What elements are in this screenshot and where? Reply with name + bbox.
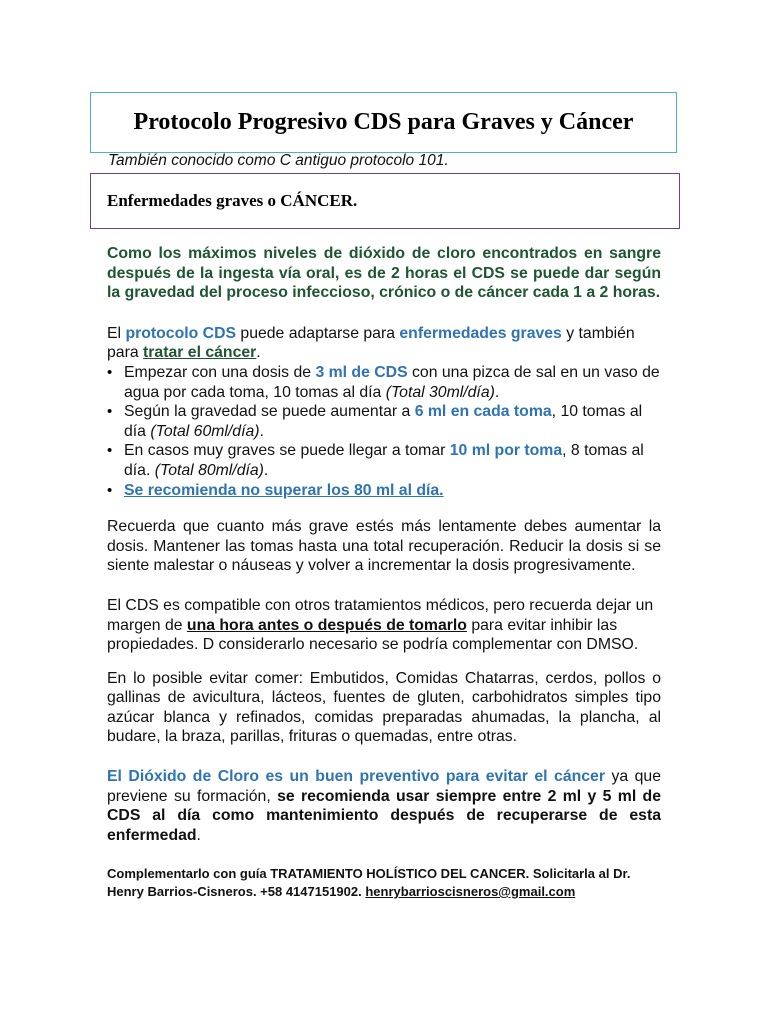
section-title: Enfermedades graves o CÁNCER. [107,191,358,210]
text: El CDS es compatible con otros tratamientos médicos, pero recuerda dejar un margen de [107,596,654,634]
protocol-paragraph [107,324,661,363]
text: puede adaptarse para [236,324,400,342]
prevention-paragraph [107,767,661,845]
text: ya que previene su formación, [107,768,661,805]
email-link[interactable]: henrybarrioscisneros@gmail.com [365,883,576,899]
dose-highlight: 10 ml por toma [449,442,563,460]
bullet-icon: • [107,363,113,381]
text: . [196,826,201,844]
text: . [259,422,264,440]
timing-highlight: una hora antes o después de tomarlo [186,616,467,634]
document-title: Protocolo Progresivo CDS para Graves y Cáncer [133,109,634,135]
compatibility-paragraph [107,596,661,655]
document-body [107,244,661,900]
total-note: (Total 60ml/día) [150,422,260,440]
maintenance-highlight: se recomienda usar siempre entre 2 ml y 5 ml de CDS al día como mantenimiento después de recuperarse de esta enfermedad [107,787,661,844]
dose-highlight: 6 ml en cada toma [414,403,552,421]
highlight-cancer: tratar el cáncer [143,344,257,362]
list-item [107,402,661,441]
highlight-diseases: enfermedades graves [399,324,562,342]
total-note: (Total 80ml/día) [154,461,264,479]
title-box [90,92,677,153]
intro-paragraph: Como los máximos niveles de dióxido de cloro encontrados en sangre después de la ingesta vía oral, es de 2 horas el CDS se puede dar según la gravedad del proceso infeccioso, crónico o de cáncer cada 1 a 2 horas. [107,245,661,302]
total-note: (Total 30ml/día) [385,383,495,401]
dose-highlight: 3 ml de CDS [315,363,408,381]
list-item [107,481,661,501]
dosage-advice-paragraph: Recuerda que cuanto más grave estés más lentamente debes aumentar la dosis. Mantener las tomas hasta una total recuperación. Reducir la dosis si se siente malestar o náuseas y volver a incrementar la dosis progresivamente. [107,518,661,575]
bullet-icon: • [107,481,113,499]
text: para evitar inhibir las propiedades. D considerarlo necesario se podría complementar con DMSO. [107,616,639,654]
text: . [256,344,261,362]
bullet-icon: • [107,442,113,460]
text: con una pizca de sal en un vaso de agua por cada toma, 10 tomas al día [124,363,660,401]
bullet-icon: • [107,403,113,421]
list-item [107,441,661,480]
diet-paragraph: En lo posible evitar comer: Embutidos, Comidas Chatarras, cerdos, pollos o gallinas de avicultura, lácteos, fuentes de gluten, carbohidratos simples tipo azúcar blanca y refinados, comidas preparadas ahumadas, la plancha, al budare, la braza, parillas, frituras o quemadas, entre otras. [107,669,661,746]
footer-text: Complementarlo con guía TRATAMIENTO HOLÍSTICO DEL CANCER. Solicitarla al Dr. Henry Barrios-Cisneros. +58 4147151902. [107,866,631,899]
text: Empezar con una dosis de [124,363,316,381]
text: Según la gravedad se puede aumentar a [124,403,415,421]
text: , 8 tomas al día. [124,442,644,479]
text: El [107,324,126,342]
dosage-list [107,363,661,500]
highlight-protocol: protocolo CDS [125,324,237,342]
text: y también para [107,324,635,362]
prevention-highlight: El Dióxido de Cloro es un buen preventivo para evitar el cáncer [107,768,605,786]
text: . [263,461,269,479]
text: , 10 tomas al día [124,403,643,440]
text: . [494,383,500,401]
subtitle: También conocido como C antiguo protocolo 101. [108,152,449,169]
footer-note [107,865,661,900]
max-dose-warning: Se recomienda no superar los 80 ml al día. [124,481,444,499]
text: En casos muy graves se puede llegar a tomar [124,442,450,460]
section-box [90,173,680,229]
list-item [107,363,661,402]
